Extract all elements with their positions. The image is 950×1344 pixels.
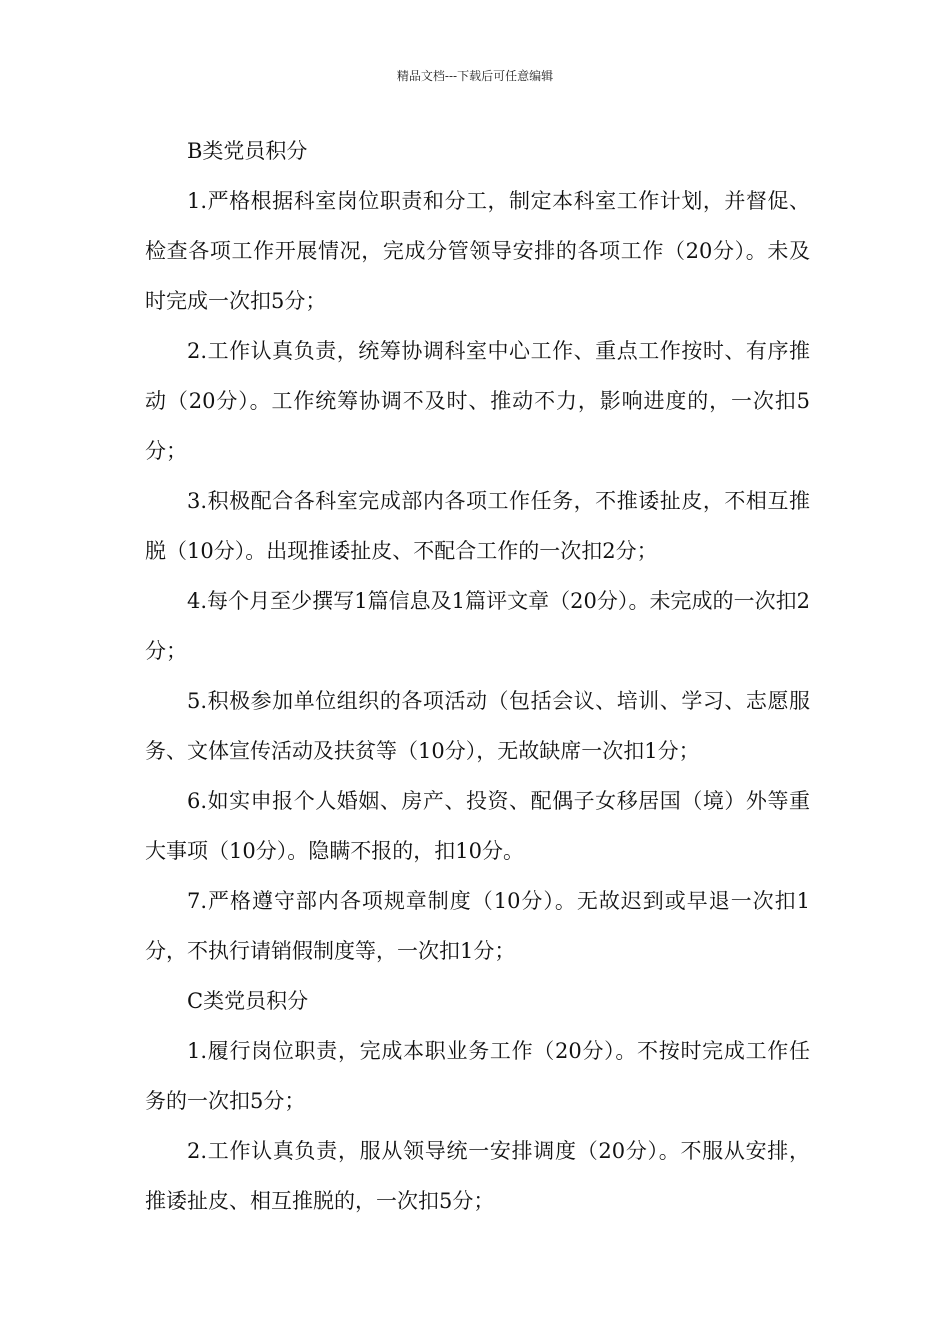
page-header: 精品文档---下载后可任意编辑: [396, 69, 554, 83]
list-item: 1.履行岗位职责，完成本职业务工作（20分）。不按时完成工作任务的一次扣5分；: [145, 1039, 810, 1113]
list-item: 1.严格根据科室岗位职责和分工，制定本科室工作计划，并督促、检查各项工作开展情况，完成分管领导安排的各项工作（20分）。未及时完成一次扣5分；: [145, 189, 810, 313]
list-item: 6.如实申报个人婚姻、房产、投资、配偶子女移居国（境）外等重大事项（10分）。隐瞒不报的，扣10分。: [145, 789, 810, 863]
section-title-c: C类党员积分: [187, 989, 309, 1013]
section-title-b: B类党员积分: [187, 139, 308, 163]
list-item: 4.每个月至少撰写1篇信息及1篇评文章（20分）。未完成的一次扣2分；: [145, 589, 810, 663]
list-item: 3.积极配合各科室完成部内各项工作任务，不推诿扯皮，不相互推脱（10分）。出现推诿扯皮、不配合工作的一次扣2分；: [145, 489, 810, 563]
document-body: [145, 126, 810, 1226]
list-item: 7.严格遵守部内各项规章制度（10分）。无故迟到或早退一次扣1分，不执行请销假制度等，一次扣1分；: [145, 889, 810, 963]
list-item: 5.积极参加单位组织的各项活动（包括会议、培训、学习、志愿服务、文体宣传活动及扶贫等（10分），无故缺席一次扣1分；: [145, 689, 810, 763]
list-item: 2.工作认真负责，服从领导统一安排调度（20分）。不服从安排，推诿扯皮、相互推脱的，一次扣5分；: [145, 1139, 810, 1213]
list-item: 2.工作认真负责，统筹协调科室中心工作、重点工作按时、有序推动（20分）。工作统筹协调不及时、推动不力，影响进度的，一次扣5分；: [145, 339, 810, 463]
